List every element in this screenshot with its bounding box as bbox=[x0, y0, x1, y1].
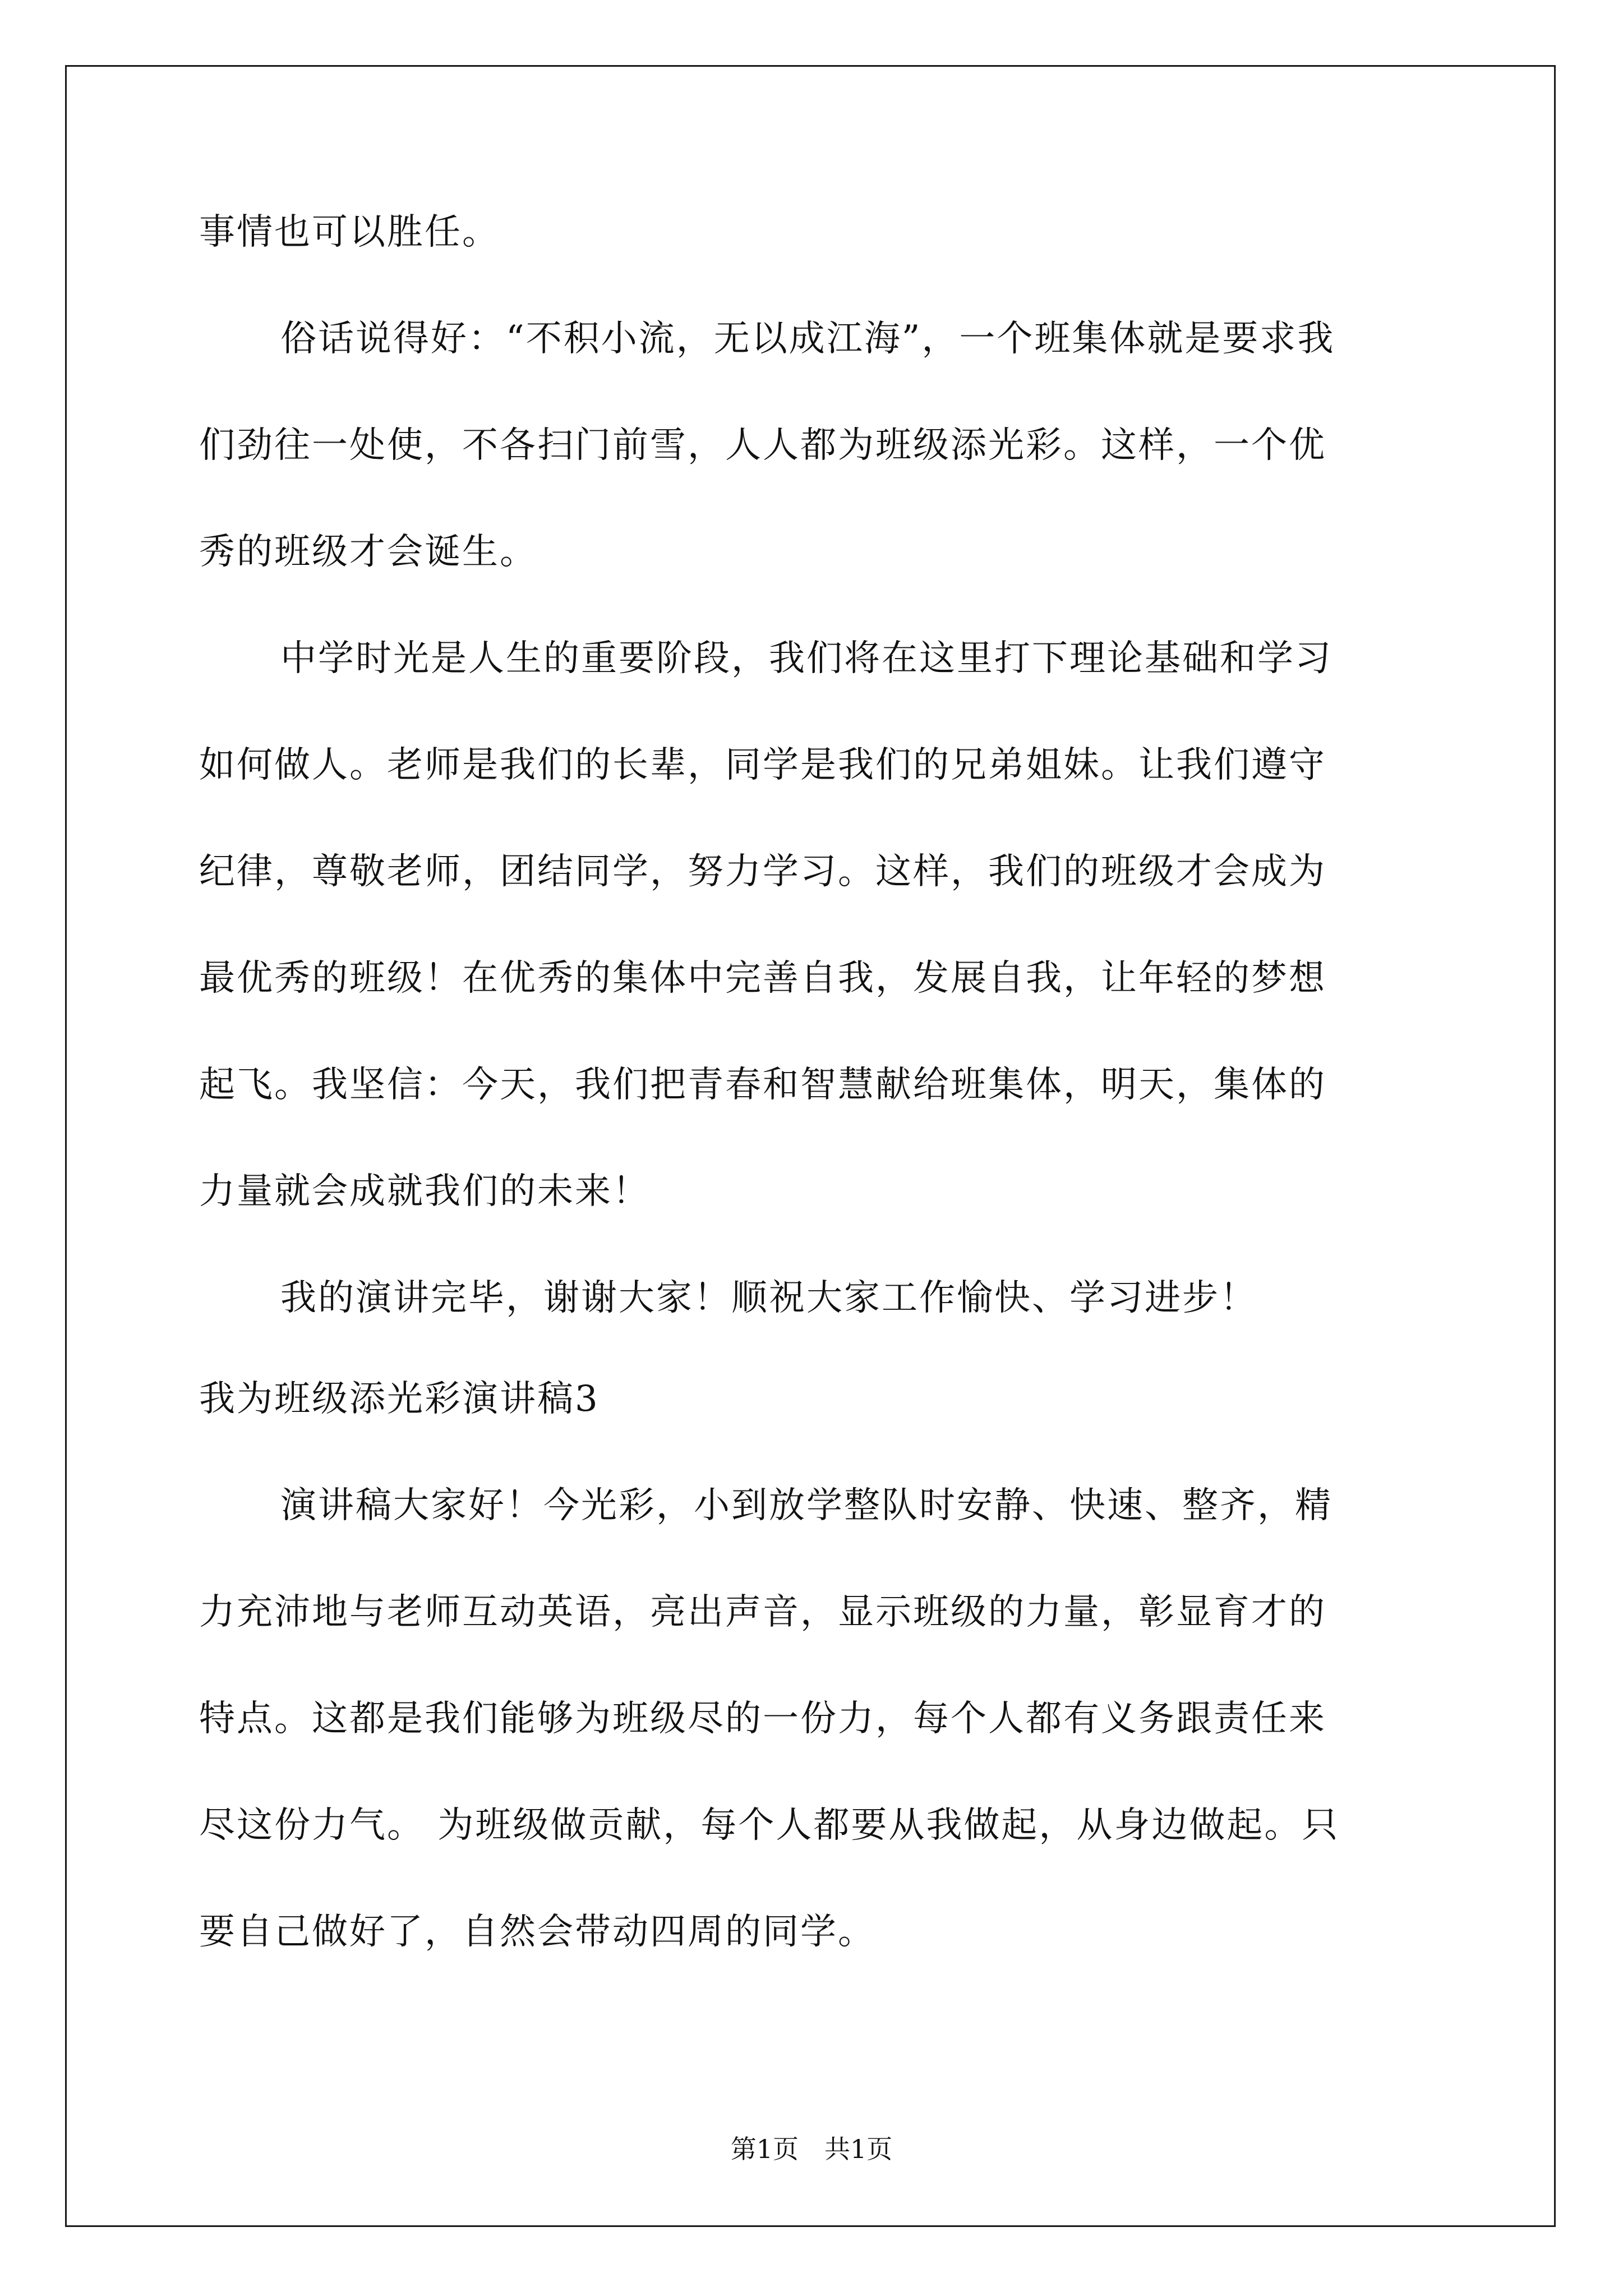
text-line-6: 如何做人。老师是我们的长辈，同学是我们的兄弟姐妹。让我们遵守 bbox=[199, 744, 1326, 786]
text-line-1: 事情也可以胜任。 bbox=[199, 211, 500, 253]
text-line-3: 们劲往一处使，不各扫门前雪，人人都为班级添光彩。这样，一个优 bbox=[199, 425, 1326, 466]
text-line-12: 演讲稿大家好！今光彩，小到放学整队时安静、快速、整齐，精 bbox=[280, 1485, 1332, 1526]
text-line-5: 中学时光是人生的重要阶段，我们将在这里打下理论基础和学习 bbox=[280, 638, 1332, 679]
text-line-11: 我的演讲完毕，谢谢大家！顺祝大家工作愉快、学习进步！ bbox=[280, 1277, 1257, 1319]
section-heading: 我为班级添光彩演讲稿3 bbox=[199, 1378, 600, 1420]
text-line-15: 尽这份力气。 为班级做贡献，每个人都要从我做起，从身边做起。只 bbox=[199, 1805, 1340, 1846]
text-line-14: 特点。这都是我们能够为班级尽的一份力，每个人都有义务跟责任来 bbox=[199, 1698, 1326, 1740]
text-line-10: 力量就会成就我们的未来！ bbox=[199, 1171, 650, 1212]
page-footer: 第1页 共1页 bbox=[730, 2134, 893, 2164]
text-line-9: 起飞。我坚信：今天，我们把青春和智慧献给班集体，明天，集体的 bbox=[199, 1064, 1326, 1106]
page-border bbox=[65, 65, 1556, 2227]
text-line-4: 秀的班级才会诞生。 bbox=[199, 531, 537, 573]
text-line-7: 纪律，尊敬老师，团结同学，努力学习。这样，我们的班级才会成为 bbox=[199, 851, 1326, 892]
text-line-16: 要自己做好了，自然会带动四周的同学。 bbox=[199, 1911, 875, 1953]
text-line-13: 力充沛地与老师互动英语，亮出声音，显示班级的力量，彰显育才的 bbox=[199, 1591, 1326, 1633]
text-line-8: 最优秀的班级！在优秀的集体中完善自我，发展自我，让年轻的梦想 bbox=[199, 958, 1326, 999]
text-line-2: 俗话说得好：“不积小流，无以成江海”，一个班集体就是要求我 bbox=[280, 318, 1335, 360]
